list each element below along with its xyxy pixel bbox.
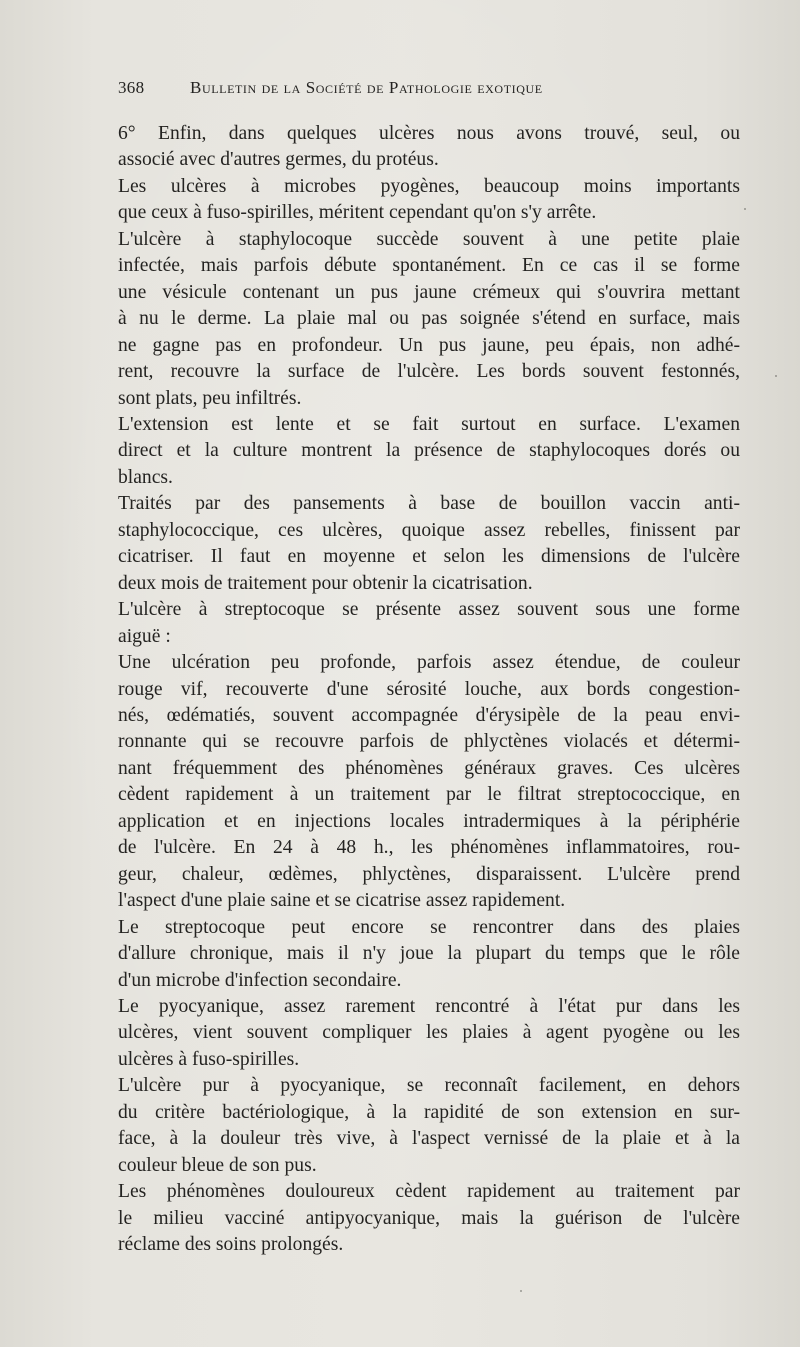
text-line: face, à la douleur très vive, à l'aspect vernissé de la plaie et à la	[118, 1128, 740, 1150]
paragraph	[118, 491, 740, 597]
text-line: d'un microbe d'infection secondaire.	[118, 969, 402, 991]
text-line: Traités par des pansements à base de bouillon vaccin anti-	[118, 493, 740, 515]
paragraph	[118, 650, 740, 915]
paragraph	[118, 1073, 740, 1179]
text-line: de l'ulcère. En 24 à 48 h., les phénomènes inflammatoires, rou-	[118, 837, 740, 859]
text-line: d'allure chronique, mais il n'y joue la plupart du temps que le rôle	[118, 943, 740, 965]
text-line: à nu le derme. La plaie mal ou pas soignée s'étend en surface, mais	[118, 308, 740, 330]
text-line: application et en injections locales intradermiques à la périphérie	[118, 810, 740, 832]
text-line: infectée, mais parfois débute spontanément. En ce cas il se forme	[118, 255, 740, 277]
text-line: sont plats, peu infiltrés.	[118, 387, 302, 409]
text-line: blancs.	[118, 466, 173, 488]
text-line: L'ulcère à streptocoque se présente assez souvent sous une forme	[118, 599, 740, 621]
text-line: L'ulcère à staphylocoque succède souvent à une petite plaie	[118, 228, 740, 250]
running-head	[118, 78, 758, 102]
paragraph	[118, 1179, 740, 1258]
text-line: aiguë :	[118, 625, 171, 647]
text-line: du critère bactériologique, à la rapidité de son extension en sur-	[118, 1101, 740, 1123]
journal-title: Bulletin de la Société de Pathologie exotique	[190, 78, 543, 97]
text-line: ronnante qui se recouvre parfois de phlyctènes violacés et détermi-	[118, 731, 740, 753]
text-line: l'aspect d'une plaie saine et se cicatrise assez rapidement.	[118, 890, 566, 912]
text-line: Les ulcères à microbes pyogènes, beaucoup moins importants	[118, 175, 740, 197]
text-line: Les phénomènes douloureux cèdent rapidement au traitement par	[118, 1181, 740, 1203]
article-body	[118, 121, 740, 1258]
text-line: Le pyocyanique, assez rarement rencontré à l'état pur dans les	[118, 995, 740, 1017]
text-line: ne gagne pas en profondeur. Un pus jaune, peu épais, non adhé-	[118, 334, 740, 356]
text-line: cicatriser. Il faut en moyenne et selon les dimensions de l'ulcère	[118, 546, 740, 568]
paragraph	[118, 121, 740, 174]
paragraph	[118, 412, 740, 491]
text-line: Une ulcération peu profonde, parfois assez étendue, de couleur	[118, 652, 740, 674]
text-line: rouge vif, recouverte d'une sérosité louche, aux bords congestion-	[118, 678, 740, 700]
text-line: nant fréquemment des phénomènes généraux graves. Ces ulcères	[118, 757, 740, 779]
text-line: nés, œdématiés, souvent accompagnée d'érysipèle de la peau envi-	[118, 704, 740, 726]
text-line: Le streptocoque peut encore se rencontrer dans des plaies	[118, 916, 740, 938]
paragraph	[118, 915, 740, 994]
text-line: associé avec d'autres germes, du protéus.	[118, 149, 439, 171]
text-line: cèdent rapidement à un traitement par le filtrat streptococcique, en	[118, 784, 740, 806]
text-line: rent, recouvre la surface de l'ulcère. Les bords souvent festonnés,	[118, 361, 740, 383]
paper-speck	[520, 1290, 522, 1292]
text-line: réclame des soins prolongés.	[118, 1234, 344, 1256]
paragraph	[118, 174, 740, 227]
text-line: ulcères à fuso-spirilles.	[118, 1048, 300, 1070]
text-line: direct et la culture montrent la présence de staphylocoques dorés ou	[118, 440, 740, 462]
page-number: 368	[118, 78, 145, 97]
paragraph	[118, 597, 740, 650]
paragraph	[118, 227, 740, 412]
text-line: L'extension est lente et se fait surtout en surface. L'examen	[118, 413, 740, 435]
text-line: une vésicule contenant un pus jaune crémeux qui s'ouvrira mettant	[118, 281, 740, 303]
text-line: couleur bleue de son pus.	[118, 1154, 317, 1176]
text-line: ulcères, vient souvent compliquer les plaies à agent pyogène ou les	[118, 1022, 740, 1044]
text-line: L'ulcère pur à pyocyanique, se reconnaît facilement, en dehors	[118, 1075, 740, 1097]
paper-speck	[775, 375, 777, 377]
text-line: que ceux à fuso-spirilles, méritent cependant qu'on s'y arrête.	[118, 202, 597, 224]
text-line: le milieu vacciné antipyocyanique, mais la guérison de l'ulcère	[118, 1207, 740, 1229]
text-line: staphylococcique, ces ulcères, quoique assez rebelles, finissent par	[118, 519, 740, 541]
paper-speck	[744, 208, 746, 210]
text-line: geur, chaleur, œdèmes, phlyctènes, disparaissent. L'ulcère prend	[118, 863, 740, 885]
text-line: 6° Enfin, dans quelques ulcères nous avons trouvé, seul, ou	[118, 123, 740, 144]
paragraph	[118, 994, 740, 1073]
text-line: deux mois de traitement pour obtenir la cicatrisation.	[118, 572, 533, 594]
